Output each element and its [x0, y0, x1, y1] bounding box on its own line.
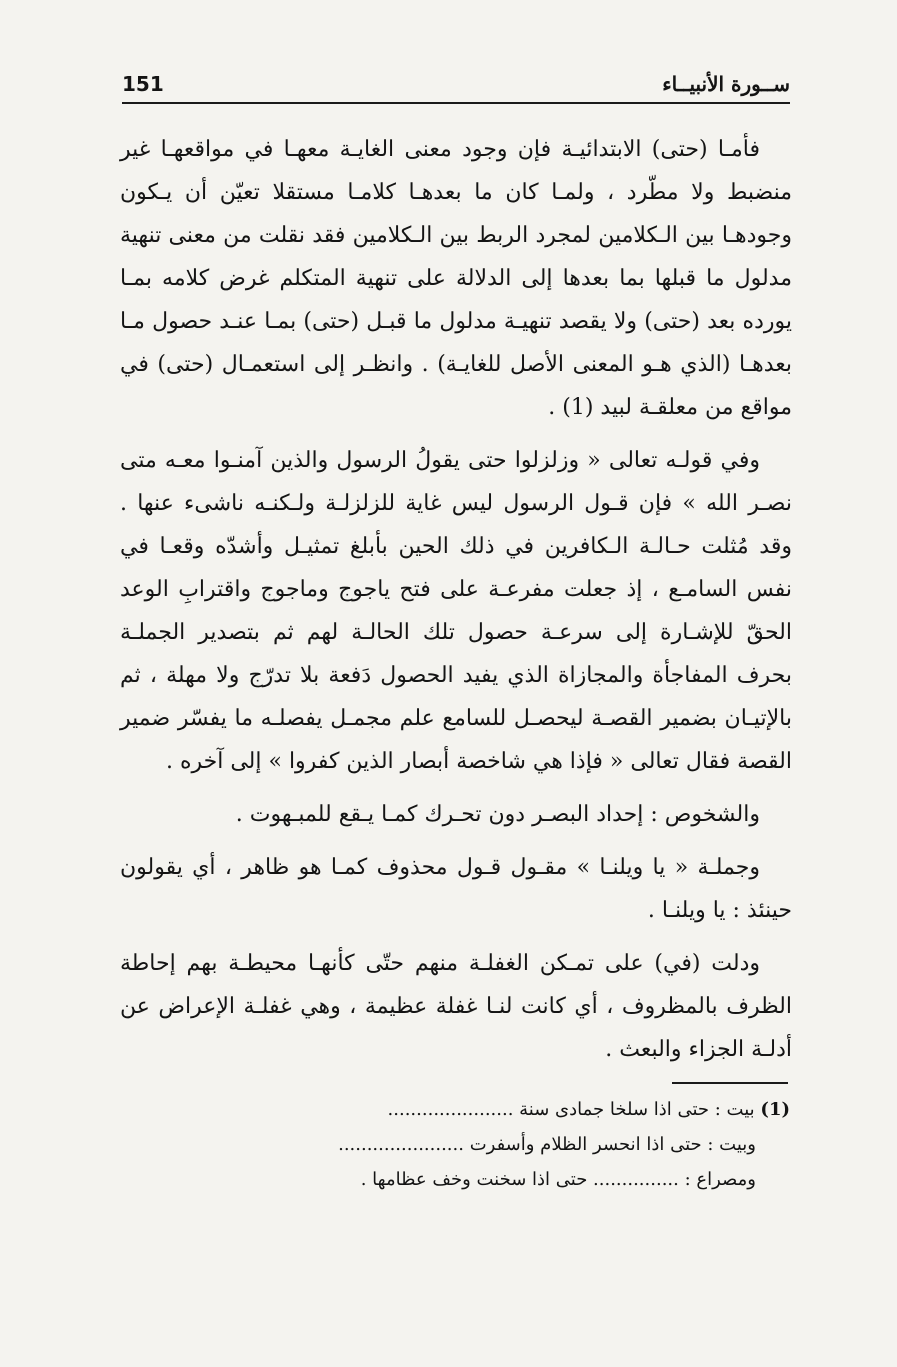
page-number: 151	[122, 72, 164, 96]
paragraph-fi-ghafla: ودلت (في) على تمـكن الغفلـة منهم حتّى كأنهـا محيطـة بهم إحاطة الظرف بالمظروف ، أي كانت لنـا غفلة عظيمة ، وهي غفلـة الإعراض عن أدلـة الجزاء والبعث .	[120, 951, 792, 1062]
footnote-text: بيت : حتى اذا سلخا جمادى سنة ......................	[387, 1099, 755, 1120]
footnote-line	[120, 1092, 790, 1127]
footnote-line	[120, 1162, 790, 1197]
paragraph-hatta-ibtidaiya: فأمـا (حتى) الابتدائيـة فإن وجود معنى الغايـة معهـا في مواقعهـا غير منضبط ولا مطّرد ، ولمـا كان ما بعدهـا كلامـا مستقلا تعيّن أن يـكون وجودهـا بين الـكلامين لمجرد الربط بين الـكلامين فقد نقلت من معنى تنهية مدلول ما قبلها بما بعدها إلى الدلالة على تنهية المتكلم غرض كلامه بمـا يورده بعد (حتى) ولا يقصد تنهيـة مدلول ما قبـل (حتى) بمـا عنـد حصول مـا بعدهـا (الذي هـو المعنى الأصل للغايـة) . وانظـر إلى استعمـال (حتى) في مواقع من معلقـة لبيد (1) .	[120, 137, 792, 420]
footnotes	[120, 1092, 790, 1197]
paragraph-zulzilu: وفي قولـه تعالى « وزلزلوا حتى يقولُ الرسول والذين آمنـوا معـه متى نصـر الله » فإن قـول الرسول ليس غاية للزلزلـة ولـكنـه ناشىء عنها . وقد مُثلت حـالـة الـكافرين في ذلك الحين بأبلغ تمثيـل وأشدّه وقعـا في نفس السامـع ، إذ جعلت مفرعـة على فتح ياجوج وماجوج واقترابِ الوعد الحقّ للإشـارة إلى سرعـة حصول تلك الحالـة لهم ثم بتصدير الجملـة بحرف المفاجأة والمجازاة الذي يفيد الحصول دَفعة بلا تدرّج ولا مهلة ، ثم بالإتيـان بضمير القصـة ليحصـل للسامع علم مجمـل يفصلـه ما يفسّر ضمير القصة فقال تعالى « فإذا هي شاخصة أبصار الذين كفروا » إلى آخره .	[120, 448, 792, 774]
paragraph-shukhus: والشخوص : إحداد البصـر دون تحـرك كمـا يـقع للمبـهوت .	[235, 802, 760, 827]
body-text	[120, 128, 792, 1081]
surah-title: ســورة الأنبيــاء	[662, 72, 790, 96]
footnote-text: ومصراع : ............... حتى اذا سخنت وخف عظامها .	[360, 1169, 756, 1190]
page-header	[122, 72, 790, 104]
paragraph-ya-waylana: وجملـة « يا ويلنـا » مقـول قـول محذوف كمـا هو ظاهر ، أي يقولون حينئذ : يا ويلنـا .	[120, 855, 792, 923]
footnote-line	[120, 1127, 790, 1162]
footnote-divider	[672, 1082, 788, 1084]
footnote-label: (1)	[760, 1099, 790, 1120]
footnote-text: وبيت : حتى اذا انحسر الظلام وأسفرت ......................	[338, 1134, 756, 1155]
